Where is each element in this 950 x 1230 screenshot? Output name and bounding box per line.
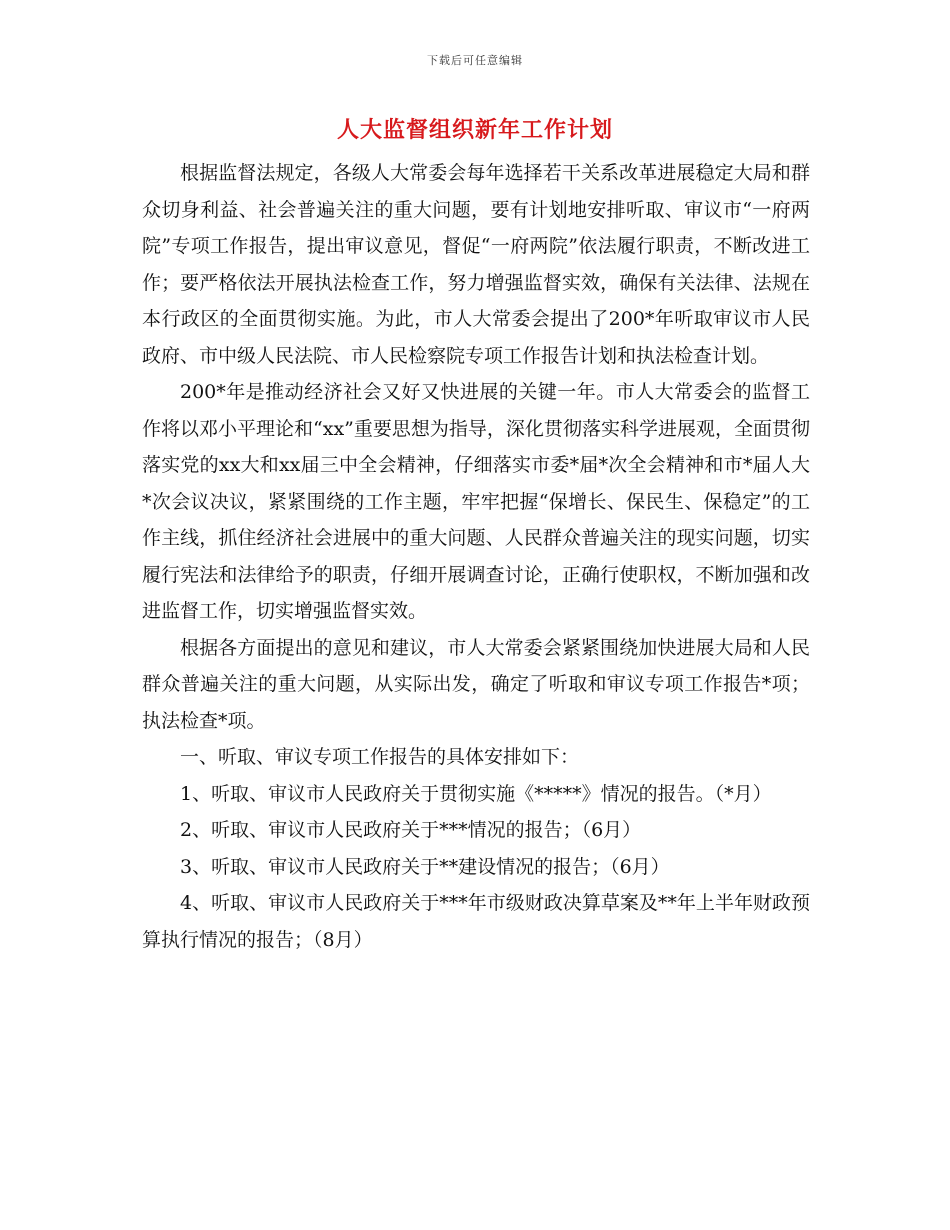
paragraph-scope: 根据各方面提出的意见和建议，市人大常委会紧紧围绕加快进展大局和人民群众普遍关注的重大问题，从实际出发，确定了听取和审议专项工作报告*项；执法检查*项。 [142,636,810,732]
header-note: 下载后可任意编辑 [427,54,523,67]
paragraph-focus: 200*年是推动经济社会又好又快进展的关键一年。市人大常委会的监督工作将以邓小平理论和“xx”重要思想为指导，深化贯彻落实科学进展观，全面贯彻落实党的xx大和xx届三中全会精神，仔细落实市委*届*次全会精神和市*届人大*次会议决议，紧紧围绕的工作主题，牢牢把握“保增长、保民生、保稳定”的工作主线，抓住经济社会进展中的重大问题、人民群众普遍关注的现实问题，切实履行宪法和法律给予的职责，仔细开展调查讨论，正确行使职权，不断加强和改进监督工作，切实增强监督实效。 [142,381,810,622]
list-item-report-2: 2、听取、审议市人民政府关于***情况的报告；（6月） [180,819,642,841]
section-heading-reports: 一、听取、审议专项工作报告的具体安排如下： [180,746,580,768]
list-item-report-3: 3、听取、审议市人民政府关于**建设情况的报告；（6月） [180,855,670,878]
list-item-report-1: 1、听取、审议市人民政府关于贯彻实施《*****》情况的报告。（*月） [180,782,772,805]
paragraph-intro: 根据监督法规定，各级人大常委会每年选择若干关系改革进展稳定大局和群众切身利益、社会普遍关注的重大问题，要有计划地安排听取、审议市“一府两院”专项工作报告，提出审议意见，督促“一府两院”依法履行职责，不断改进工作；要严格依法开展执法检查工作，努力增强监督实效，确保有关法律、法规在本行政区的全面贯彻实施。为此，市人大常委会提出了200*年听取审议市人民政府、市中级人民法院、市人民检察院专项工作报告计划和执法检查计划。 [142,162,810,367]
document-title: 人大监督组织新年工作计划 [336,117,613,143]
document-body [142,155,810,958]
list-item-report-4: 4、听取、审议市人民政府关于***年市级财政决算草案及**年上半年财政预算执行情况的报告；（8月） [142,892,810,951]
